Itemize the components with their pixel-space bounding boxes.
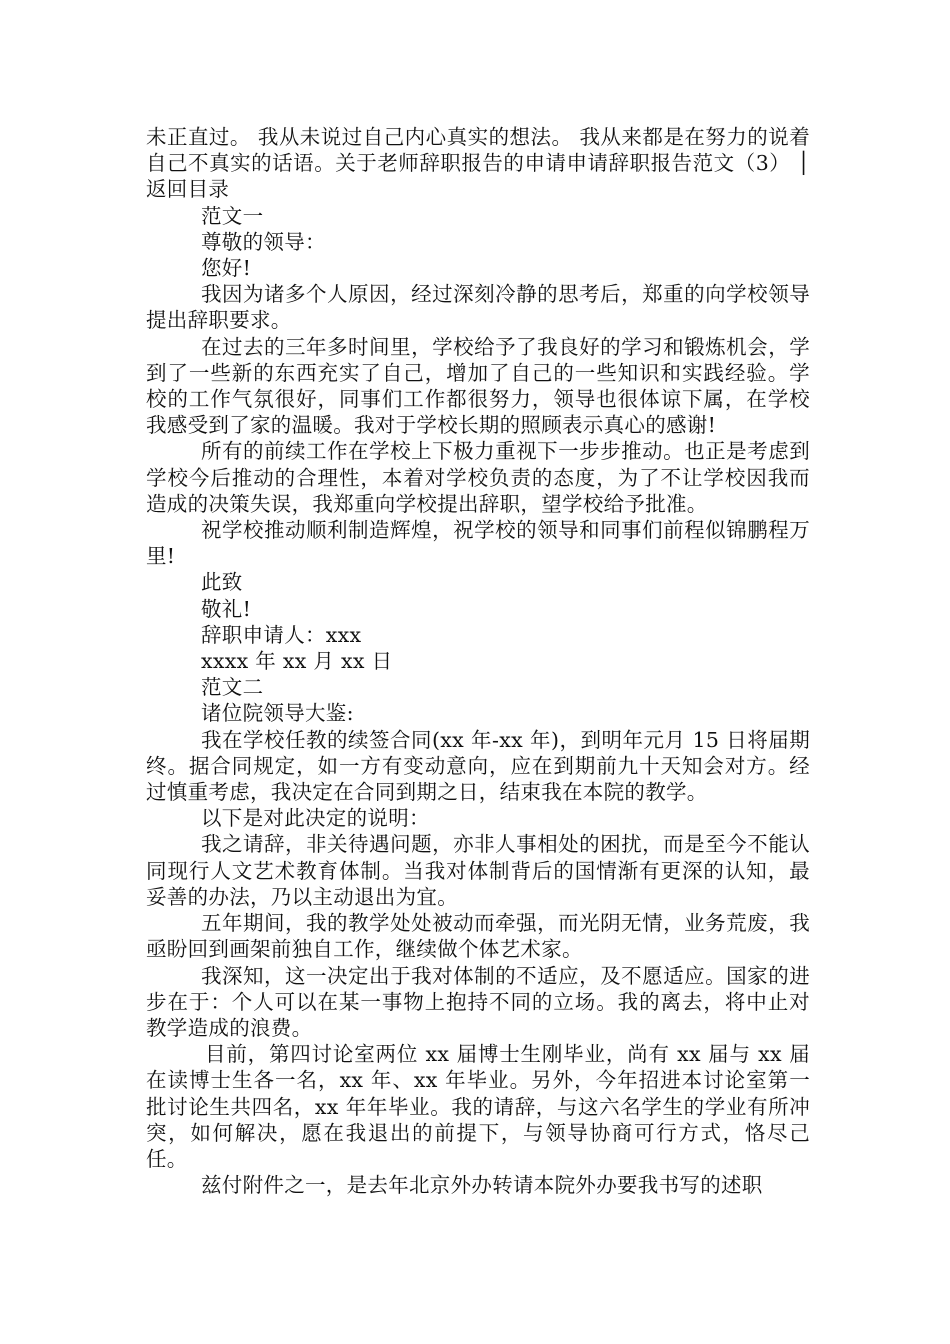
paragraph-system: 我之请辞，非关待遇问题，亦非人事相处的困扰，而是至今不能认同现行人文艺术教育体制。当我对体制背后的国情渐有更深的认知，最妥善的办法，乃以主动退出为宜。	[146, 832, 810, 909]
paragraph-request: 所有的前续工作在学校上下极力重视下一步步推动。也正是考虑到学校今后推动的合理性，本着对学校负责的态度，为了不让学校因我而造成的决策失误，我郑重向学校提出辞职，望学校给予批准。	[146, 439, 810, 516]
paragraph-five-years: 五年期间，我的教学处处被动而牵强，而光阴无情，业务荒废，我亟盼回到画架前独自工作，继续做个体艺术家。	[146, 911, 810, 962]
section-title-sample-two: 范文二	[201, 675, 264, 700]
greeting: 您好!	[201, 256, 252, 281]
salutation-two: 诸位院领导大鉴:	[201, 701, 354, 726]
paragraph-reason: 我因为诸多个人原因，经过深刻冷静的思考后，郑重的向学校领导提出辞职要求。	[146, 282, 810, 333]
signature-applicant: 辞职申请人：xxx	[201, 622, 362, 647]
document-page	[146, 124, 810, 1198]
paragraph-contract: 我在学校任教的续签合同(xx 年-xx 年)，到明年元月 15 日将届期终。据合同规定，如一方有变动意向，应在到期前九十天知会对方。经过慎重考虑，我决定在合同到期之日，结束我在本院的教学。	[146, 727, 810, 805]
paragraph-attachment: 兹付附件之一，是去年北京外办转请本院外办要我书写的述职	[201, 1173, 763, 1198]
paragraph-thanks: 在过去的三年多时间里，学校给予了我良好的学习和锻炼机会，学到了一些新的东西充实了自己，增加了自己的一些知识和实践经验。学校的工作气氛很好，同事们工作都很努力，领导也很体谅下属，在学校我感受到了家的温暖。我对于学校长期的照顾表示真心的感谢!	[146, 334, 810, 438]
signature-date: xxxx 年 xx 月 xx 日	[201, 649, 393, 674]
closing-cizhi: 此致	[201, 570, 243, 595]
paragraph-students: 目前，第四讨论室两位 xx 届博士生刚毕业，尚有 xx 届与 xx 届在读博士生各一名，xx 年、xx 年毕业。另外，今年招进本讨论室第一批讨论生共四名，xx 年年毕业。我的请辞，与这六名学生的学业有所冲突，如何解决，愿在我退出的前提下，与领导协商可行方式，恪尽己任。	[146, 1042, 810, 1171]
section-title-sample-one: 范文一	[201, 203, 264, 228]
salutation: 尊敬的领导：	[201, 229, 326, 254]
closing-jingli: 敬礼!	[201, 596, 252, 621]
paragraph-intro: 未正直过。 我从未说过自己内心真实的想法。 我从来都是在努力的说着自己不真实的话语。关于老师辞职报告的申请申请辞职报告范文（3） │ 返回目录	[146, 125, 810, 202]
paragraph-explanation-intro: 以下是对此决定的说明：	[201, 806, 430, 831]
paragraph-awareness: 我深知，这一决定出于我对体制的不适应，及不愿适应。国家的进步在于：个人可以在某一事物上抱持不同的立场。我的离去，将中止对教学造成的浪费。	[146, 963, 810, 1040]
paragraph-wishes: 祝学校推动顺利制造辉煌，祝学校的领导和同事们前程似锦鹏程万里!	[146, 518, 810, 569]
